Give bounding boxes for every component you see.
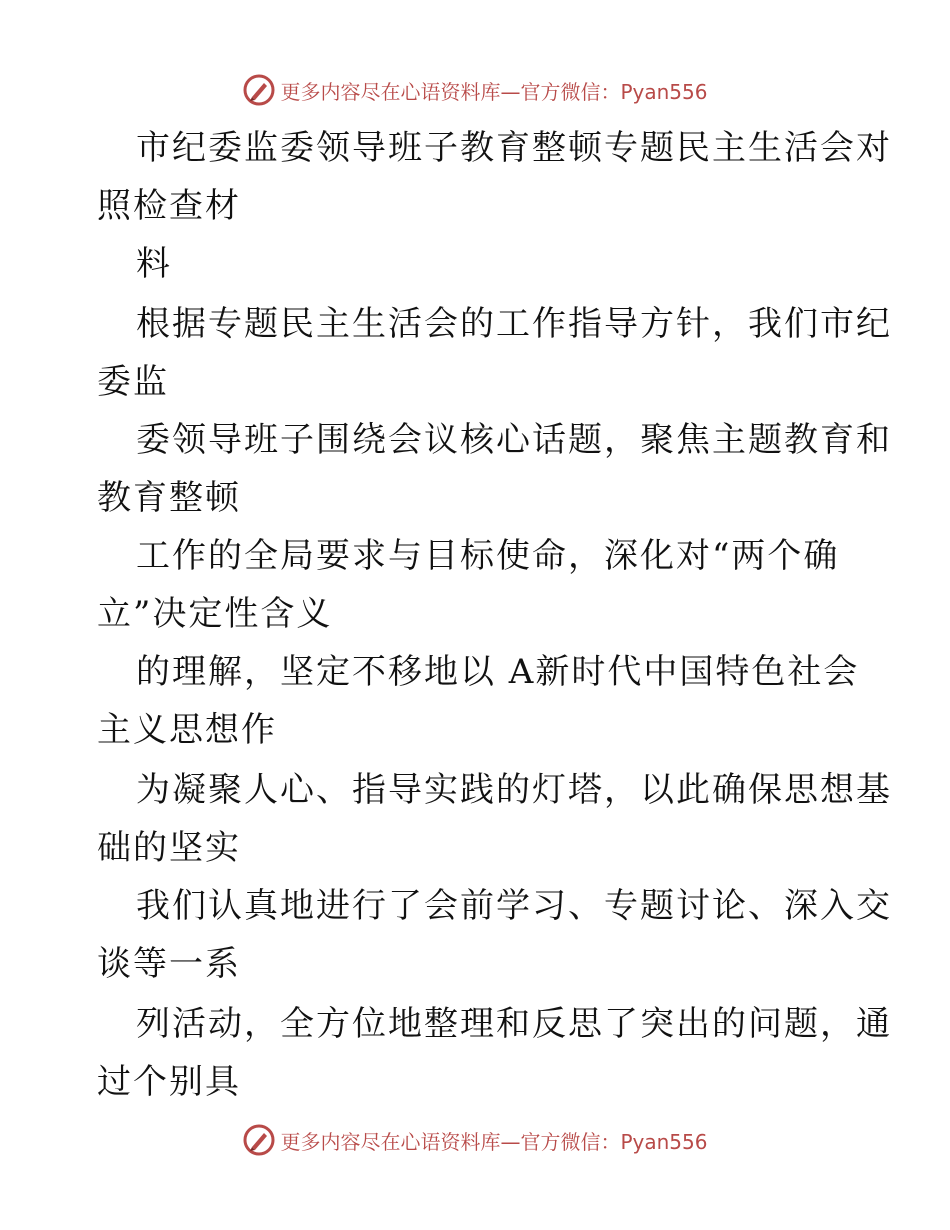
- text-line: 照检查材: [97, 186, 241, 226]
- text-line: 列活动，全方位地整理和反思了突出的问题，通: [136, 1004, 892, 1044]
- text-line: 谈等一系: [97, 944, 241, 984]
- watermark-text: 更多内容尽在心语资料库—官方微信：Pyan556: [280, 79, 708, 104]
- text-line: 市纪委监委领导班子教育整顿专题民主生活会对: [136, 128, 892, 168]
- text-line: 委领导班子围绕会议核心话题，聚焦主题教育和: [136, 420, 892, 460]
- text-line: 为凝聚人心、指导实践的灯塔，以此确保思想基: [136, 770, 892, 810]
- text-line: 根据专题民主生活会的工作指导方针，我们市纪: [136, 304, 892, 344]
- text-line: 教育整顿: [97, 478, 241, 518]
- text-line: 主义思想作: [97, 710, 277, 750]
- text-line: 的理解，坚定不移地以 A新时代中国特色社会: [136, 652, 860, 692]
- text-line: 础的坚实: [97, 828, 241, 868]
- header-watermark: [0, 70, 950, 110]
- text-line: 我们认真地进行了会前学习、专题讨论、深入交: [136, 886, 892, 926]
- text-line: 立”决定性含义: [97, 594, 333, 634]
- text-line: 工作的全局要求与目标使命，深化对“两个确: [136, 536, 840, 576]
- pen-logo-icon: [242, 73, 276, 107]
- watermark-text: 更多内容尽在心语资料库—官方微信：Pyan556: [280, 1129, 708, 1154]
- pen-logo-icon: [242, 1123, 276, 1157]
- footer-watermark: [0, 1120, 950, 1160]
- text-line: 料: [136, 244, 172, 284]
- text-line: 过个别具: [97, 1062, 241, 1102]
- text-line: 委监: [97, 362, 169, 402]
